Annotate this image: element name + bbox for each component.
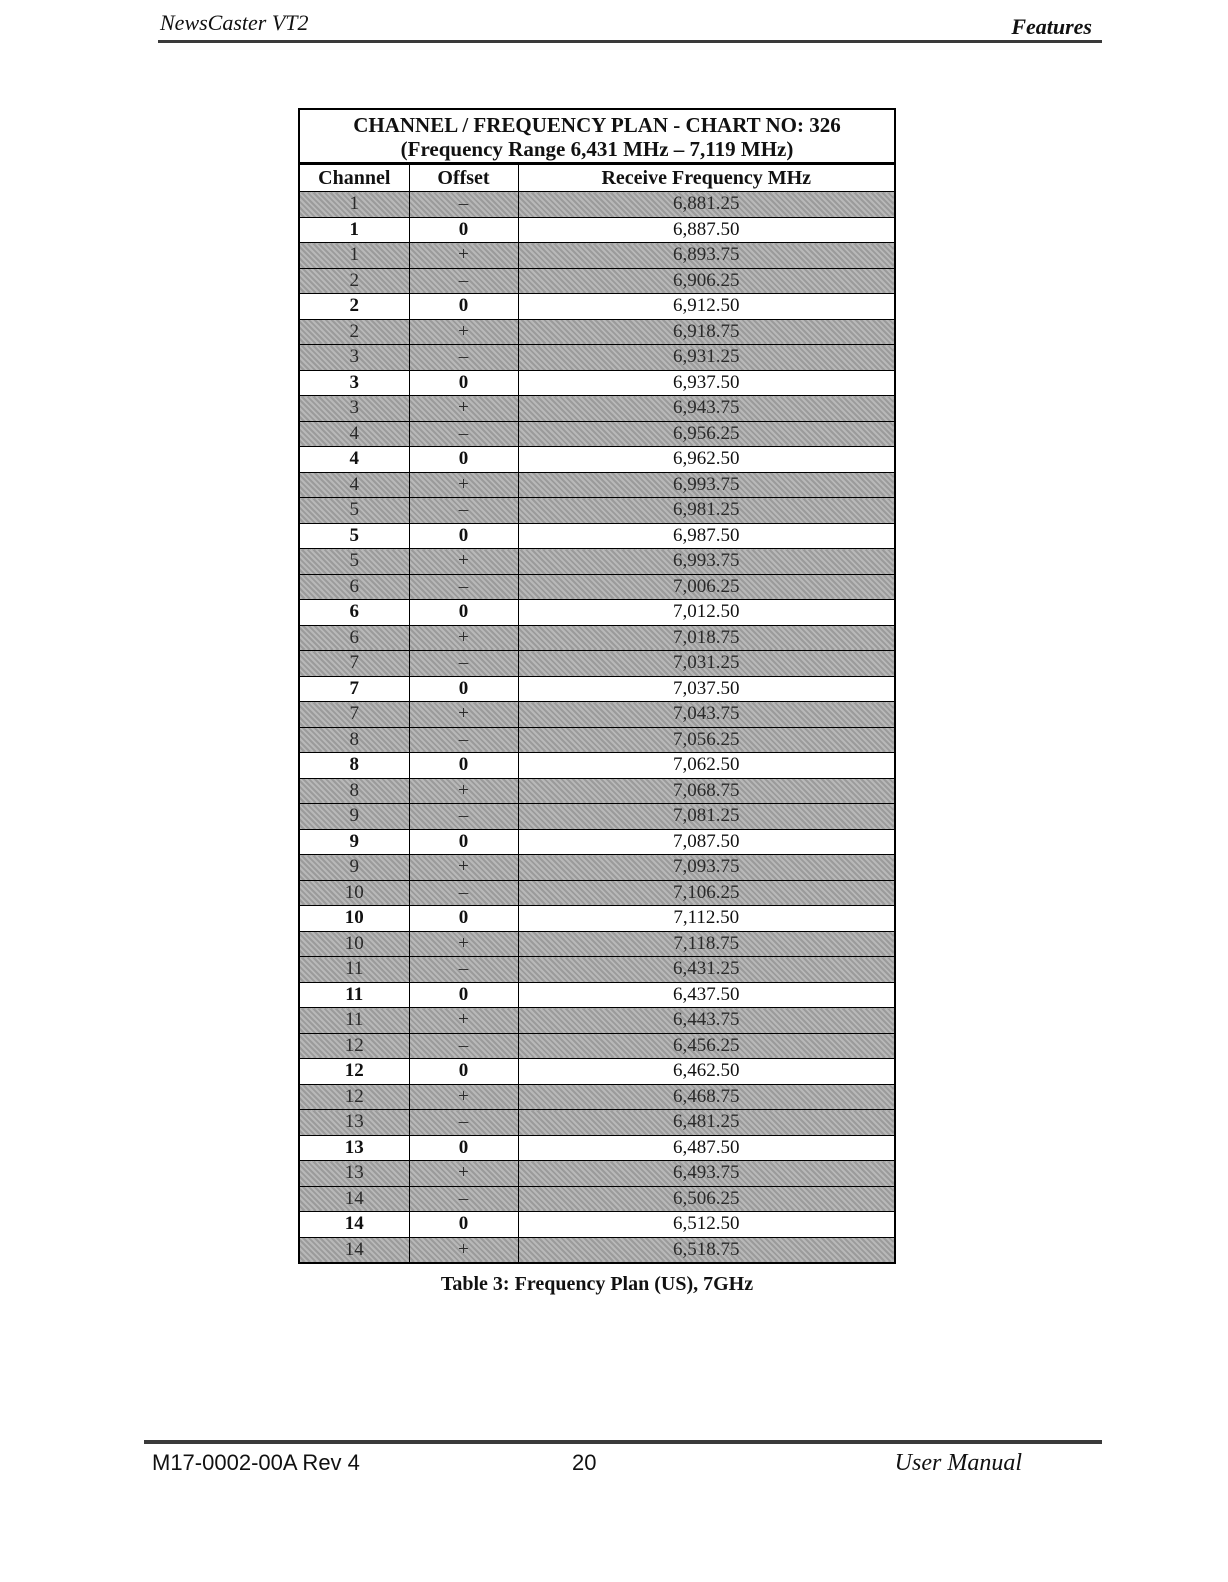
cell-channel: 7 <box>300 651 409 677</box>
table-row <box>300 778 894 804</box>
cell-offset: 0 <box>409 982 518 1008</box>
cell-channel: 1 <box>300 217 409 243</box>
table-row <box>300 702 894 728</box>
cell-offset: – <box>409 498 518 524</box>
cell-offset: – <box>409 192 518 218</box>
table-row <box>300 319 894 345</box>
table-row <box>300 549 894 575</box>
cell-frequency: 6,431.25 <box>518 957 894 983</box>
table-row <box>300 1161 894 1187</box>
cell-frequency: 6,962.50 <box>518 447 894 473</box>
table-row <box>300 523 894 549</box>
cell-frequency: 6,887.50 <box>518 217 894 243</box>
cell-channel: 14 <box>300 1186 409 1212</box>
cell-frequency: 6,481.25 <box>518 1110 894 1136</box>
cell-frequency: 6,943.75 <box>518 396 894 422</box>
cell-channel: 8 <box>300 778 409 804</box>
cell-offset: + <box>409 549 518 575</box>
cell-channel: 10 <box>300 906 409 932</box>
cell-offset: + <box>409 472 518 498</box>
cell-channel: 8 <box>300 753 409 779</box>
cell-offset: + <box>409 396 518 422</box>
header-rule <box>158 40 1102 43</box>
table-title-line2: (Frequency Range 6,431 MHz – 7,119 MHz) <box>400 137 794 161</box>
table-row <box>300 1135 894 1161</box>
cell-channel: 7 <box>300 702 409 728</box>
cell-frequency: 6,893.75 <box>518 243 894 269</box>
cell-channel: 13 <box>300 1135 409 1161</box>
table-row <box>300 370 894 396</box>
table-row <box>300 217 894 243</box>
cell-offset: – <box>409 574 518 600</box>
cell-channel: 9 <box>300 829 409 855</box>
cell-frequency: 7,106.25 <box>518 880 894 906</box>
table-row <box>300 753 894 779</box>
cell-offset: 0 <box>409 676 518 702</box>
cell-offset: + <box>409 319 518 345</box>
cell-frequency: 7,056.25 <box>518 727 894 753</box>
cell-offset: – <box>409 957 518 983</box>
table-row <box>300 1008 894 1034</box>
cell-channel: 14 <box>300 1237 409 1262</box>
table-row <box>300 268 894 294</box>
table-row <box>300 396 894 422</box>
frequency-plan-table <box>298 108 896 1264</box>
cell-frequency: 6,937.50 <box>518 370 894 396</box>
table-row <box>300 880 894 906</box>
table-row <box>300 676 894 702</box>
table-row <box>300 574 894 600</box>
cell-channel: 12 <box>300 1084 409 1110</box>
cell-frequency: 6,993.75 <box>518 472 894 498</box>
table-row <box>300 931 894 957</box>
cell-offset: + <box>409 1161 518 1187</box>
cell-channel: 12 <box>300 1059 409 1085</box>
table-row <box>300 472 894 498</box>
cell-offset: 0 <box>409 1135 518 1161</box>
cell-channel: 11 <box>300 982 409 1008</box>
cell-channel: 10 <box>300 931 409 957</box>
cell-offset: + <box>409 855 518 881</box>
cell-offset: 0 <box>409 600 518 626</box>
cell-frequency: 6,981.25 <box>518 498 894 524</box>
cell-frequency: 6,506.25 <box>518 1186 894 1212</box>
cell-channel: 14 <box>300 1212 409 1238</box>
cell-offset: 0 <box>409 370 518 396</box>
cell-offset: 0 <box>409 906 518 932</box>
table-row <box>300 345 894 371</box>
cell-frequency: 6,437.50 <box>518 982 894 1008</box>
table-row <box>300 855 894 881</box>
cell-offset: 0 <box>409 523 518 549</box>
table-row <box>300 804 894 830</box>
cell-channel: 4 <box>300 472 409 498</box>
table-row <box>300 447 894 473</box>
cell-offset: + <box>409 243 518 269</box>
cell-frequency: 6,443.75 <box>518 1008 894 1034</box>
cell-channel: 7 <box>300 676 409 702</box>
cell-frequency: 6,918.75 <box>518 319 894 345</box>
cell-channel: 5 <box>300 523 409 549</box>
cell-offset: 0 <box>409 447 518 473</box>
footer-page-number: 20 <box>572 1450 597 1475</box>
frequency-grid <box>300 164 894 1262</box>
cell-frequency: 7,112.50 <box>518 906 894 932</box>
cell-offset: – <box>409 727 518 753</box>
cell-frequency: 7,031.25 <box>518 651 894 677</box>
cell-channel: 6 <box>300 625 409 651</box>
table-row <box>300 982 894 1008</box>
cell-frequency: 7,081.25 <box>518 804 894 830</box>
cell-channel: 2 <box>300 268 409 294</box>
cell-channel: 2 <box>300 294 409 320</box>
cell-offset: – <box>409 345 518 371</box>
cell-frequency: 6,493.75 <box>518 1161 894 1187</box>
cell-frequency: 6,956.25 <box>518 421 894 447</box>
cell-frequency: 7,006.25 <box>518 574 894 600</box>
cell-channel: 8 <box>300 727 409 753</box>
cell-frequency: 7,068.75 <box>518 778 894 804</box>
table-title-line1: CHANNEL / FREQUENCY PLAN - CHART NO: 326 <box>353 113 841 137</box>
cell-frequency: 7,062.50 <box>518 753 894 779</box>
cell-offset: 0 <box>409 217 518 243</box>
cell-channel: 1 <box>300 192 409 218</box>
table-title <box>300 110 894 164</box>
table-row <box>300 243 894 269</box>
cell-offset: – <box>409 1186 518 1212</box>
footer-doc-type: User Manual <box>894 1450 1022 1476</box>
cell-channel: 3 <box>300 396 409 422</box>
cell-offset: + <box>409 625 518 651</box>
cell-frequency: 7,018.75 <box>518 625 894 651</box>
cell-offset: – <box>409 880 518 906</box>
table-row <box>300 829 894 855</box>
cell-frequency: 6,512.50 <box>518 1212 894 1238</box>
cell-channel: 2 <box>300 319 409 345</box>
cell-frequency: 7,118.75 <box>518 931 894 957</box>
cell-offset: 0 <box>409 1059 518 1085</box>
table-row <box>300 192 894 218</box>
cell-channel: 3 <box>300 345 409 371</box>
cell-channel: 13 <box>300 1161 409 1187</box>
cell-offset: + <box>409 1237 518 1262</box>
table-row <box>300 906 894 932</box>
cell-channel: 9 <box>300 855 409 881</box>
table-row <box>300 498 894 524</box>
table-caption: Table 3: Frequency Plan (US), 7GHz <box>440 1273 754 1295</box>
cell-channel: 4 <box>300 421 409 447</box>
cell-frequency: 6,518.75 <box>518 1237 894 1262</box>
table-row <box>300 1212 894 1238</box>
cell-channel: 1 <box>300 243 409 269</box>
footer-doc-number: M17-0002-00A Rev 4 <box>152 1450 360 1475</box>
cell-offset: – <box>409 1033 518 1059</box>
cell-offset: 0 <box>409 294 518 320</box>
cell-frequency: 6,468.75 <box>518 1084 894 1110</box>
footer-rule <box>144 1440 1102 1444</box>
table-body <box>300 192 894 1263</box>
header-doc-title: NewsCaster VT2 <box>160 10 309 35</box>
cell-offset: – <box>409 1110 518 1136</box>
cell-frequency: 7,093.75 <box>518 855 894 881</box>
cell-frequency: 6,906.25 <box>518 268 894 294</box>
cell-offset: 0 <box>409 829 518 855</box>
table-row <box>300 1237 894 1262</box>
cell-offset: – <box>409 421 518 447</box>
cell-offset: 0 <box>409 753 518 779</box>
cell-offset: 0 <box>409 1212 518 1238</box>
cell-frequency: 6,462.50 <box>518 1059 894 1085</box>
cell-channel: 3 <box>300 370 409 396</box>
cell-channel: 11 <box>300 957 409 983</box>
table-row <box>300 727 894 753</box>
cell-frequency: 6,993.75 <box>518 549 894 575</box>
table-row <box>300 600 894 626</box>
column-header-channel: Channel <box>300 165 409 192</box>
cell-frequency: 6,931.25 <box>518 345 894 371</box>
cell-frequency: 7,037.50 <box>518 676 894 702</box>
column-header-offset: Offset <box>409 165 518 192</box>
cell-channel: 13 <box>300 1110 409 1136</box>
column-header-frequency: Receive Frequency MHz <box>518 165 894 192</box>
header-section: Features <box>1011 14 1092 39</box>
table-row <box>300 957 894 983</box>
cell-channel: 4 <box>300 447 409 473</box>
cell-frequency: 6,456.25 <box>518 1033 894 1059</box>
cell-channel: 5 <box>300 549 409 575</box>
cell-channel: 11 <box>300 1008 409 1034</box>
cell-frequency: 7,043.75 <box>518 702 894 728</box>
cell-offset: – <box>409 804 518 830</box>
cell-channel: 5 <box>300 498 409 524</box>
cell-channel: 10 <box>300 880 409 906</box>
cell-frequency: 6,912.50 <box>518 294 894 320</box>
table-row <box>300 1110 894 1136</box>
cell-channel: 6 <box>300 600 409 626</box>
table-row <box>300 1186 894 1212</box>
table-row <box>300 1059 894 1085</box>
cell-channel: 12 <box>300 1033 409 1059</box>
cell-channel: 6 <box>300 574 409 600</box>
cell-frequency: 6,881.25 <box>518 192 894 218</box>
table-row <box>300 651 894 677</box>
table-row <box>300 1033 894 1059</box>
table-row <box>300 421 894 447</box>
table-row <box>300 625 894 651</box>
cell-offset: + <box>409 1084 518 1110</box>
cell-offset: – <box>409 651 518 677</box>
cell-offset: + <box>409 702 518 728</box>
table-row <box>300 1084 894 1110</box>
table-row <box>300 294 894 320</box>
cell-frequency: 6,487.50 <box>518 1135 894 1161</box>
table-header-row <box>300 165 894 192</box>
cell-offset: – <box>409 268 518 294</box>
cell-offset: + <box>409 778 518 804</box>
cell-frequency: 7,087.50 <box>518 829 894 855</box>
cell-offset: + <box>409 931 518 957</box>
cell-channel: 9 <box>300 804 409 830</box>
cell-offset: + <box>409 1008 518 1034</box>
cell-frequency: 6,987.50 <box>518 523 894 549</box>
cell-frequency: 7,012.50 <box>518 600 894 626</box>
